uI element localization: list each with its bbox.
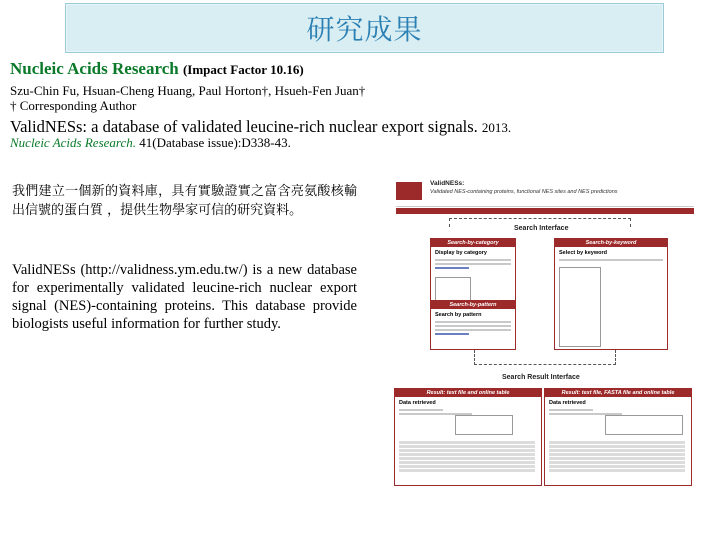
paper-title-line bbox=[10, 117, 511, 137]
result-file-box bbox=[455, 415, 513, 435]
panel-result-right bbox=[544, 388, 692, 486]
panel-search-by-pattern bbox=[430, 300, 516, 350]
text-line bbox=[435, 329, 511, 331]
table-row bbox=[549, 457, 685, 460]
citation-line bbox=[10, 135, 291, 151]
text-line bbox=[549, 409, 593, 411]
table-row bbox=[399, 445, 535, 448]
text-line bbox=[435, 325, 511, 327]
slide-title: 研究成果 bbox=[306, 13, 423, 46]
panel-title: Data retrieved bbox=[399, 400, 436, 406]
table-row bbox=[399, 469, 535, 472]
corresponding-author-note: † Corresponding Author bbox=[10, 98, 137, 113]
figure-header-subtitle: Validated NES-containing proteins, functional NES sites and NES predictions bbox=[430, 189, 618, 195]
panel-title: Select by keyword bbox=[559, 250, 607, 256]
result-table bbox=[399, 441, 535, 473]
table-row bbox=[399, 465, 535, 468]
paper-year: 2013. bbox=[481, 120, 512, 135]
result-table bbox=[549, 441, 685, 473]
table-row bbox=[549, 441, 685, 444]
table-row bbox=[399, 461, 535, 464]
text-line bbox=[399, 409, 443, 411]
text-line bbox=[435, 321, 511, 323]
description-chinese: 我們建立一個新的資料庫，具有實驗證實之富含亮氨酸核輸出信號的蛋白質 ，提供生物學家可信的研究資料。 bbox=[12, 184, 357, 218]
link-line bbox=[435, 333, 469, 335]
table-row bbox=[549, 449, 685, 452]
table-row bbox=[549, 461, 685, 464]
link-line bbox=[435, 267, 469, 269]
panel-header: Search-by-keyword bbox=[555, 239, 667, 247]
nav-item bbox=[515, 208, 575, 214]
validness-logo bbox=[396, 182, 422, 200]
search-result-label: Search Result Interface bbox=[502, 374, 580, 381]
table-row bbox=[549, 469, 685, 472]
panel-header: Search-by-pattern bbox=[431, 301, 515, 309]
search-interface-label: Search Interface bbox=[514, 225, 569, 232]
figure-header bbox=[396, 178, 694, 207]
impact-factor: (Impact Factor 10.16) bbox=[182, 62, 304, 77]
category-listbox bbox=[435, 277, 471, 301]
nav-item bbox=[575, 208, 635, 214]
panel-title: Search by pattern bbox=[435, 312, 482, 318]
authors-block bbox=[10, 83, 365, 113]
table-row bbox=[399, 441, 535, 444]
citation-detail: 41(Database issue):D338-43. bbox=[139, 135, 291, 150]
text-line bbox=[435, 259, 511, 261]
table-row bbox=[549, 445, 685, 448]
panel-header: Result: text file, FASTA file and online table bbox=[545, 389, 691, 397]
connector-middle bbox=[474, 350, 616, 365]
journal-name: Nucleic Acids Research bbox=[10, 59, 179, 78]
table-row bbox=[549, 465, 685, 468]
citation-journal: Nucleic Acids Research. bbox=[10, 135, 136, 150]
validness-figure bbox=[394, 178, 696, 486]
keyword-listbox bbox=[559, 267, 601, 347]
table-row bbox=[399, 453, 535, 456]
connector-top bbox=[449, 218, 631, 227]
panel-title: Display by category bbox=[435, 250, 487, 256]
nav-item bbox=[634, 208, 694, 214]
panel-result-left bbox=[394, 388, 542, 486]
panel-header: Search-by-category bbox=[431, 239, 515, 247]
authors: Szu-Chin Fu, Hsuan-Cheng Huang, Paul Horton†, Hsueh-Fen Juan† bbox=[10, 83, 366, 98]
figure-header-title: ValidNESs: bbox=[430, 180, 465, 187]
figure-nav-bar bbox=[396, 208, 694, 214]
panel-search-by-category bbox=[430, 238, 516, 304]
description-english: ValidNESs (http://validness.ym.edu.tw/) is a new database for experimentally validated leucine-rich nuclear export signal (NES)-containing proteins. This database provide biologists useful information for further study. bbox=[12, 262, 357, 332]
panel-header: Result: text file and online table bbox=[395, 389, 541, 397]
panel-title: Data retrieved bbox=[549, 400, 586, 406]
result-file-box bbox=[605, 415, 683, 435]
text-line bbox=[559, 259, 663, 261]
table-row bbox=[399, 449, 535, 452]
table-row bbox=[399, 457, 535, 460]
journal-line bbox=[10, 59, 304, 79]
nav-item bbox=[456, 208, 516, 214]
slide-title-box bbox=[65, 3, 664, 53]
table-row bbox=[549, 453, 685, 456]
text-line bbox=[435, 263, 511, 265]
nav-item bbox=[396, 208, 456, 214]
paper-title: ValidNESs: a database of validated leucine-rich nuclear export signals. bbox=[10, 117, 478, 136]
panel-search-by-keyword bbox=[554, 238, 668, 350]
